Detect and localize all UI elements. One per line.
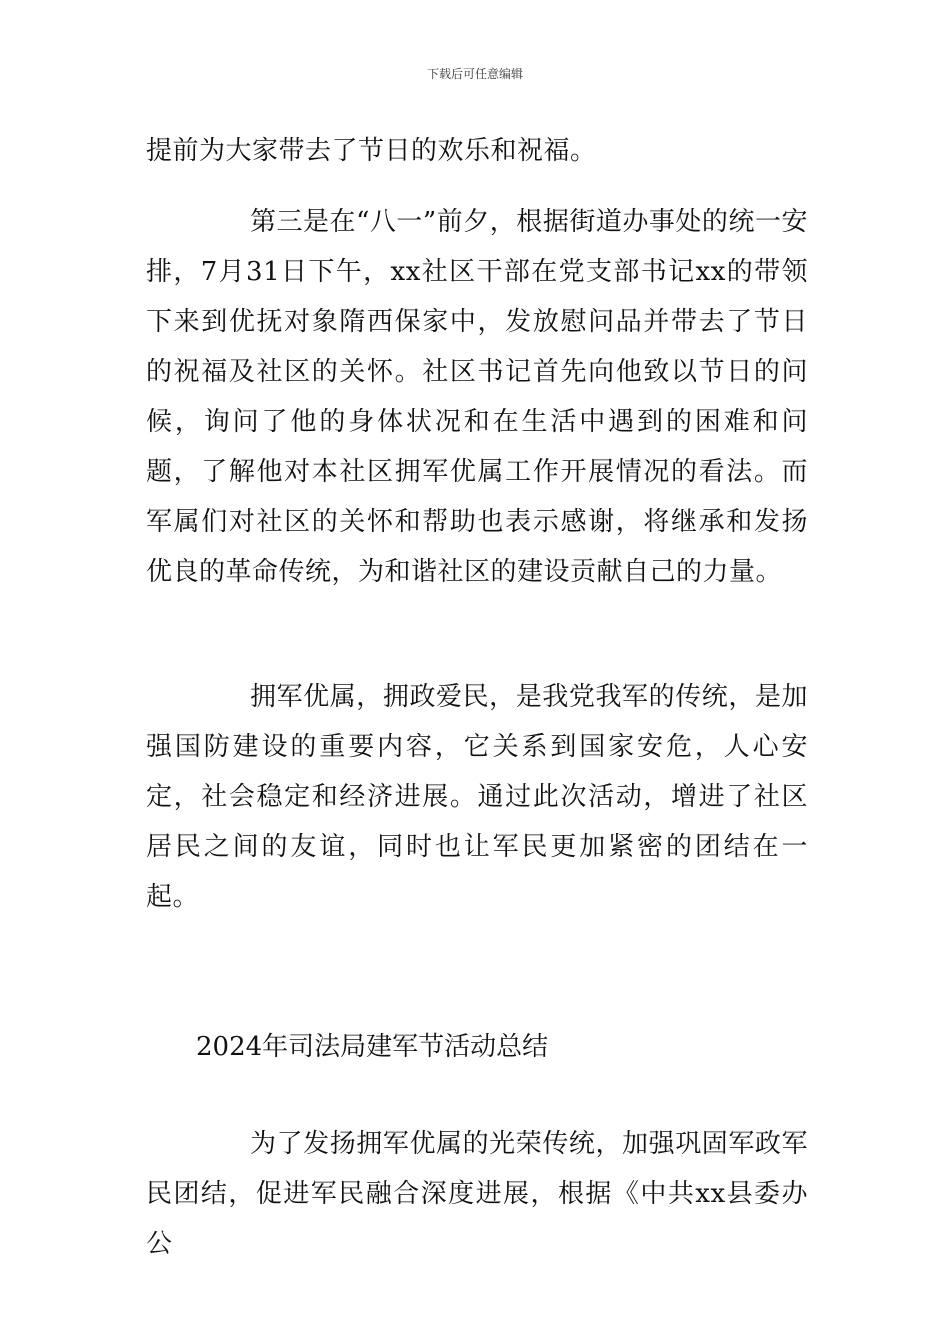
paragraph-continuation: 提前为大家带去了节日的欢乐和祝福。	[146, 136, 597, 166]
section-intro-paragraph: 为了发扬拥军优属的光荣传统，加强巩固军政军民团结，促进军民融合深度进展，根据《中共xx县委办公	[146, 1129, 808, 1259]
section-title: 2024年司法局建军节活动总结	[196, 1032, 549, 1062]
paragraph-conclusion: 拥军优属，拥政爱民，是我党我军的传统，是加强国防建设的重要内容，它关系到国家安危，人心安定，社会稳定和经济进展。通过此次活动，增进了社区居民之间的友谊，同时也让军民更加紧密的团结在一起。	[146, 682, 808, 912]
page-header: 下载后可任意编辑	[426, 67, 523, 81]
paragraph-third-activity: 第三是在“八一”前夕，根据街道办事处的统一安排，7月31日下午，xx社区干部在党支部书记xx的带领下来到优抚对象隋西保家中，发放慰问品并带去了节日的祝福及社区的关怀。社区书记首先向他致以节日的问候，询问了他的身体状况和在生活中遇到的困难和问题，了解他对本社区拥军优属工作开展情况的看法。而军属们对社区的关怀和帮助也表示感谢，将继承和发扬优良的革命传统，为和谐社区的建设贡献自己的力量。	[146, 207, 808, 587]
